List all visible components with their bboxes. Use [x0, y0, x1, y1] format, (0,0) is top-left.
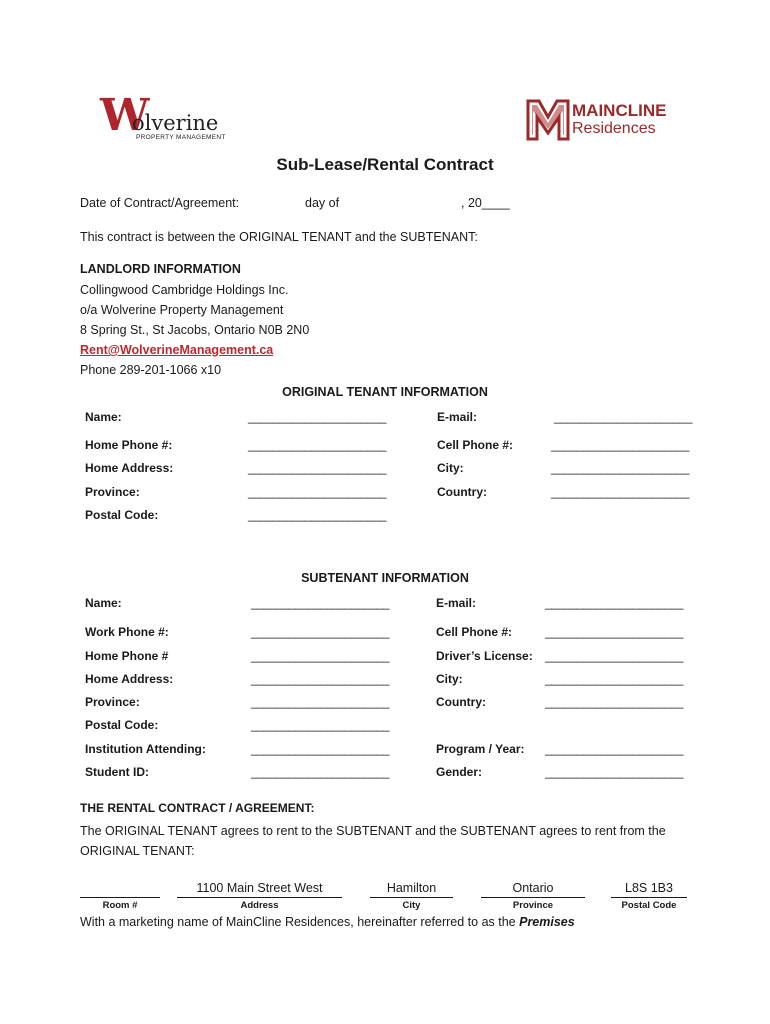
st-gender-field[interactable]: ______________________: [545, 765, 684, 779]
address-street-caption: Address: [240, 900, 279, 911]
original-tenant-heading: ORIGINAL TENANT INFORMATION: [282, 385, 488, 399]
st-country-label: Country:: [436, 695, 486, 709]
date-day-of: day of: [305, 196, 340, 210]
date-year: , 20____: [461, 196, 510, 210]
ot-country-field[interactable]: ______________________: [551, 485, 690, 499]
st-email-field[interactable]: ______________________: [545, 596, 684, 610]
landlord-company: Collingwood Cambridge Holdings Inc.: [80, 283, 289, 297]
landlord-heading: LANDLORD INFORMATION: [80, 262, 241, 276]
st-program-year-field[interactable]: ______________________: [545, 742, 684, 756]
ot-city-field[interactable]: ______________________: [551, 461, 690, 475]
landlord-phone: Phone 289-201-1066 x10: [80, 363, 222, 377]
st-institution-field[interactable]: ______________________: [251, 742, 390, 756]
st-home-address-field[interactable]: ______________________: [251, 672, 390, 686]
st-home-phone-field[interactable]: ______________________: [251, 649, 390, 663]
st-student-id-label: Student ID:: [85, 765, 149, 779]
intro-text: This contract is between the ORIGINAL TENANT and the SUBTENANT:: [80, 230, 478, 244]
st-home-address-label: Home Address:: [85, 672, 174, 686]
st-postal-code-field[interactable]: ______________________: [251, 718, 390, 732]
address-room-field[interactable]: [80, 880, 160, 898]
address-city-field[interactable]: Hamilton: [370, 880, 453, 898]
address-province-caption: Province: [512, 900, 554, 911]
premises-term: Premises: [519, 915, 575, 929]
ot-cell-phone-label: Cell Phone #:: [437, 438, 514, 452]
marketing-line: [80, 915, 575, 929]
st-cell-phone-label: Cell Phone #:: [436, 625, 513, 639]
ot-email-label: E-mail:: [437, 410, 478, 424]
address-room-caption: Room #: [102, 900, 138, 911]
ot-cell-phone-field[interactable]: ______________________: [551, 438, 690, 452]
ot-email-field[interactable]: ______________________: [554, 410, 693, 424]
st-city-field[interactable]: ______________________: [545, 672, 684, 686]
ot-city-label: City:: [437, 461, 464, 475]
ot-home-phone-field[interactable]: ______________________: [248, 438, 387, 452]
ot-province-field[interactable]: ______________________: [248, 485, 387, 499]
st-email-label: E-mail:: [436, 596, 477, 610]
st-work-phone-field[interactable]: ______________________: [251, 625, 390, 639]
document-title: Sub-Lease/Rental Contract: [276, 155, 494, 174]
ot-postal-code-label: Postal Code:: [85, 508, 159, 522]
st-city-label: City:: [436, 672, 463, 686]
st-student-id-field[interactable]: ______________________: [251, 765, 390, 779]
address-city-caption: City: [402, 900, 421, 911]
ot-home-address-field[interactable]: ______________________: [248, 461, 387, 475]
st-gender-label: Gender:: [436, 765, 483, 779]
st-country-field[interactable]: ______________________: [545, 695, 684, 709]
wolverine-logo: W olverine PROPERTY MANAGEMENT: [100, 90, 226, 141]
ot-home-phone-label: Home Phone #:: [85, 438, 173, 452]
st-province-field[interactable]: ______________________: [251, 695, 390, 709]
address-postal-field[interactable]: L8S 1B3: [611, 880, 687, 898]
marketing-prefix: With a marketing name of MainCline Residences, hereinafter referred to as the: [80, 915, 520, 929]
date-label: Date of Contract/Agreement:: [80, 196, 240, 210]
st-work-phone-label: Work Phone #:: [85, 625, 169, 639]
ot-name-field[interactable]: ______________________: [248, 410, 387, 424]
st-home-phone-label: Home Phone #: [85, 649, 169, 663]
st-drivers-license-field[interactable]: ______________________: [545, 649, 684, 663]
landlord-operator: o/a Wolverine Property Management: [80, 303, 284, 317]
ot-postal-code-field[interactable]: ______________________: [248, 508, 387, 522]
address-province-field[interactable]: Ontario: [481, 880, 585, 898]
maincline-m-icon: [526, 97, 570, 143]
st-name-label: Name:: [85, 596, 122, 610]
rental-heading: THE RENTAL CONTRACT / AGREEMENT:: [80, 801, 315, 815]
landlord-address: 8 Spring St., St Jacobs, Ontario N0B 2N0: [80, 323, 310, 337]
ot-country-label: Country:: [437, 485, 487, 499]
st-cell-phone-field[interactable]: ______________________: [545, 625, 684, 639]
rental-text: The ORIGINAL TENANT agrees to rent to the SUBTENANT and the SUBTENANT agrees to rent from the ORIGINAL TENANT:: [80, 824, 666, 858]
ot-name-label: Name:: [85, 410, 122, 424]
address-street-field[interactable]: 1100 Main Street West: [177, 880, 342, 898]
st-program-year-label: Program / Year:: [436, 742, 525, 756]
landlord-email-link[interactable]: Rent@WolverineManagement.ca: [80, 343, 274, 357]
st-postal-code-label: Postal Code:: [85, 718, 159, 732]
address-postal-caption: Postal Code: [621, 900, 677, 911]
st-province-label: Province:: [85, 695, 140, 709]
maincline-logo: MAINCLINE Residences: [526, 97, 676, 143]
st-name-field[interactable]: ______________________: [251, 596, 390, 610]
subtenant-heading: SUBTENANT INFORMATION: [301, 571, 469, 585]
st-institution-label: Institution Attending:: [85, 742, 206, 756]
ot-province-label: Province:: [85, 485, 140, 499]
ot-home-address-label: Home Address:: [85, 461, 174, 475]
st-drivers-license-label: Driver’s License:: [436, 649, 533, 663]
